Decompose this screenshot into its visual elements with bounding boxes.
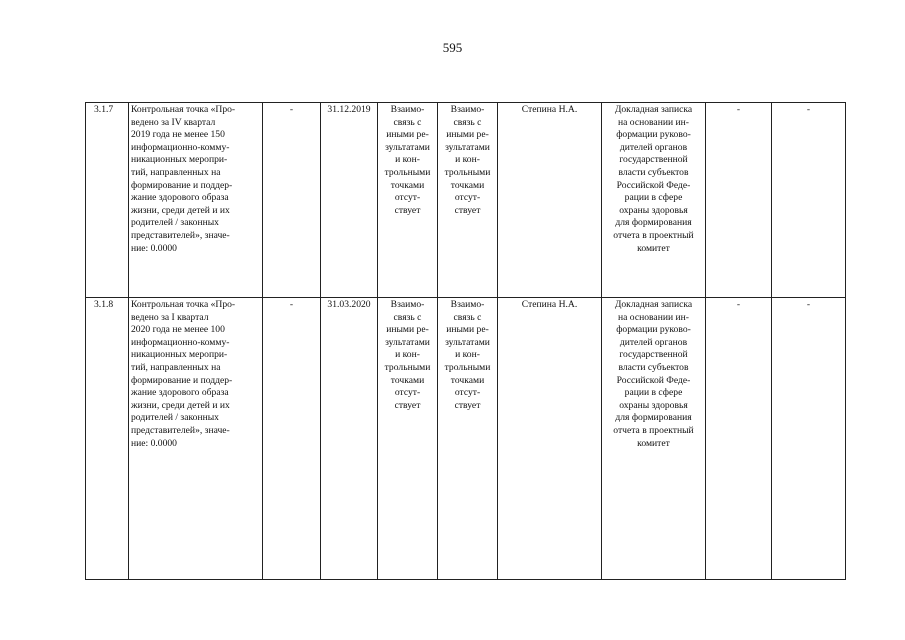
result-document: Докладная записка на основании ин- формации руково- дителей органов государственной власти субъектов Российской Феде- рации в сфере охраны здоровья для формирования отчета в проектный комитет xyxy=(602,103,706,298)
end-date: 31.03.2020 xyxy=(321,298,378,580)
relations-previous: Взаимо- связь с иными ре- зультатами и кон- трольными точками отсут- ствует xyxy=(378,103,438,298)
responsible-person: Степина Н.А. xyxy=(498,298,602,580)
start-date: - xyxy=(263,298,321,580)
control-points-table xyxy=(85,102,846,580)
column-ten: - xyxy=(772,298,846,580)
relations-next: Взаимо- связь с иными ре- зультатами и кон- трольными точками отсут- ствует xyxy=(438,298,498,580)
level-control: - xyxy=(706,298,772,580)
relations-next: Взаимо- связь с иными ре- зультатами и кон- трольными точками отсут- ствует xyxy=(438,103,498,298)
page-number: 595 xyxy=(442,40,463,55)
relations-previous: Взаимо- связь с иными ре- зультатами и кон- трольными точками отсут- ствует xyxy=(378,298,438,580)
end-date: 31.12.2019 xyxy=(321,103,378,298)
row-number: 3.1.7 xyxy=(86,103,129,298)
start-date: - xyxy=(263,103,321,298)
table-row xyxy=(86,103,846,298)
column-ten: - xyxy=(772,103,846,298)
responsible-person: Степина Н.А. xyxy=(498,103,602,298)
result-document: Докладная записка на основании ин- формации руково- дителей органов государственной власти субъектов Российской Феде- рации в сфере охраны здоровья для формирования отчета в проектный комитет xyxy=(602,298,706,580)
level-control: - xyxy=(706,103,772,298)
row-number: 3.1.8 xyxy=(86,298,129,580)
table-row xyxy=(86,298,846,580)
control-point-name: Контрольная точка «Про- ведено за I квартал 2020 года не менее 100 информационно-комму- никационных меропри- тий, направленных на формирование и поддер- жание здорового образа жизни, среди детей и их родителей / законных представителей», значе- ние: 0.0000 xyxy=(129,298,263,580)
control-point-name: Контрольная точка «Про- ведено за IV квартал 2019 года не менее 150 информационно-комму- никационных меропри- тий, направленных на формирование и поддер- жание здорового образа жизни, среди детей и их родителей / законных представителей», значе- ние: 0.0000 xyxy=(129,103,263,298)
